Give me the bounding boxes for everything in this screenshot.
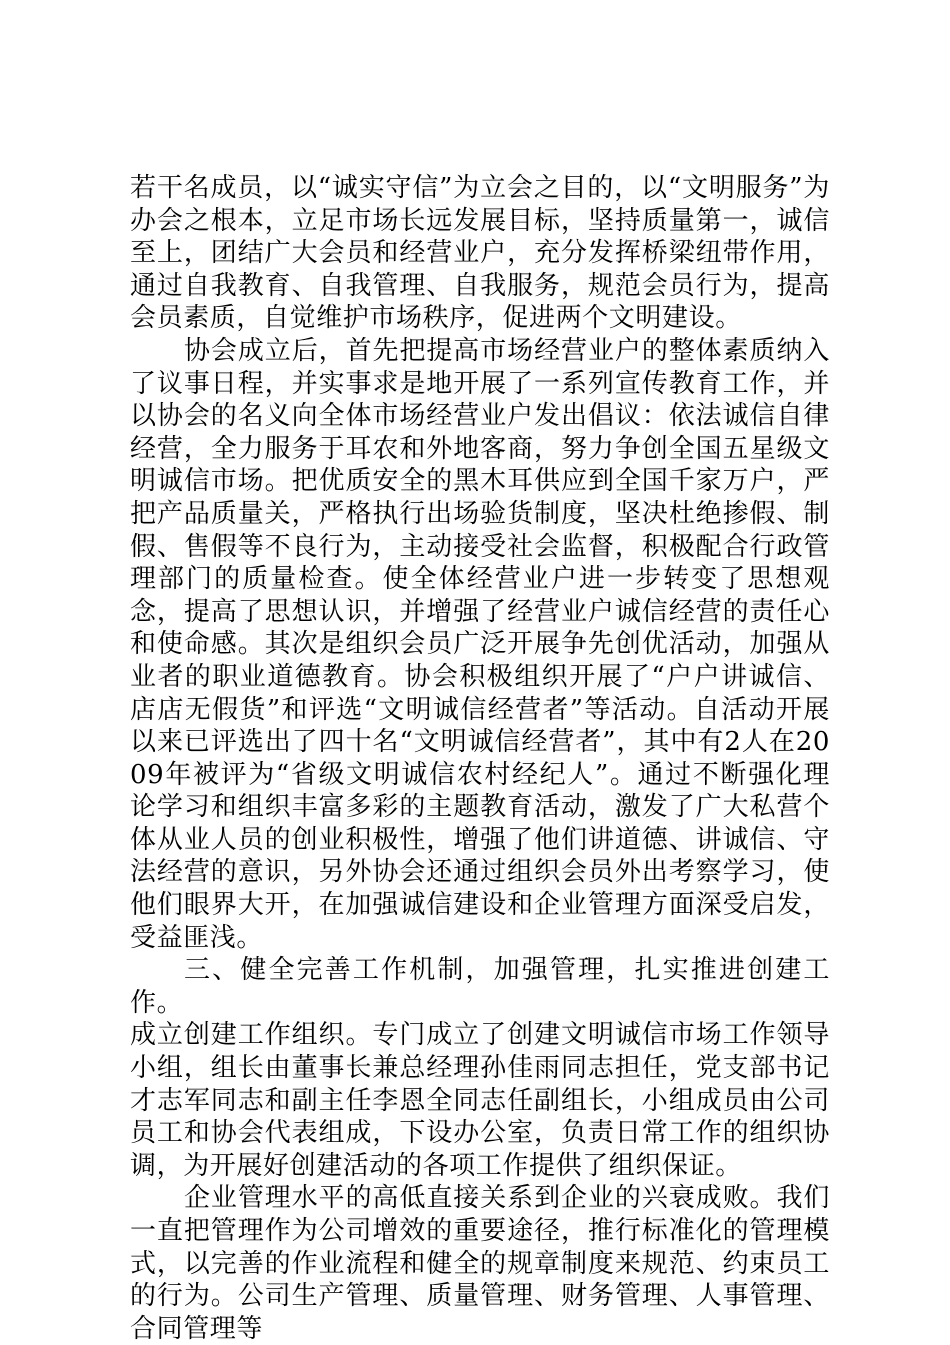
paragraph-2: 协会成立后，首先把提高市场经营业户的整体素质纳入了议事日程，并实事求是地开展了一系列宣传教育工作，并以协会的名义向全体市场经营业户发出倡议：依法诚信自律经营，全力服务于耳农和外地客商，努力争创全国五星级文明诚信市场。把优质安全的黑木耳供应到全国千家万户，严把产品质量关，严格执行出场验货制度，坚决杜绝掺假、制假、售假等不良行为，主动接受社会监督，积极配合行政管理部门的质量检查。使全体经营业户进一步转变了思想观念，提高了思想认识，并增强了经营业户诚信经营的责任心和使命感。其次是组织会员广泛开展争先创优活动，加强从业者的职业道德教育。协会积极组织开展了“户户讲诚信、店店无假货”和评选“文明诚信经营者”等活动。自活动开展以来已评选出了四十名“文明诚信经营者”，其中有2人在2009年被评为“省级文明诚信农村经纪人”。通过不断强化理论学习和组织丰富多彩的主题教育活动，激发了广大私营个体从业人员的创业积极性，增强了他们讲道德、讲诚信、守法经营的意识，另外协会还通过组织会员外出考察学习，使他们眼界大开，在加强诚信建设和企业管理方面深受启发，受益匪浅。 xyxy=(130,335,830,953)
paragraph-1: 若干名成员，以“诚实守信”为立会之目的，以“文明服务”为办会之根本，立足市场长远发展目标，坚持质量第一，诚信至上，团结广大会员和经营业户，充分发挥桥梁纽带作用，通过自我教育、自我管理、自我服务，规范会员行为，提高会员素质，自觉维护市场秩序，促进两个文明建设。 xyxy=(130,173,830,334)
document-body xyxy=(130,172,830,1345)
paragraph-4: 企业管理水平的高低直接关系到企业的兴衰成败。我们一直把管理作为公司增效的重要途径，推行标准化的管理模式，以完善的作业流程和健全的规章制度来规范、约束员工的行为。公司生产管理、质量管理、财务管理、人事管理、合同管理等 xyxy=(130,1183,830,1344)
paragraph-3: 成立创建工作组织。专门成立了创建文明诚信市场工作领导小组，组长由董事长兼总经理孙佳雨同志担任，党支部书记才志军同志和副主任李恩全同志任副组长，小组成员由公司员工和协会代表组成，下设办公室，负责日常工作的组织协调，为开展好创建活动的各项工作提供了组织保证。 xyxy=(130,1020,830,1181)
section-heading-3: 三、健全完善工作机制，加强管理，扎实推进创建工作。 xyxy=(130,955,830,1018)
